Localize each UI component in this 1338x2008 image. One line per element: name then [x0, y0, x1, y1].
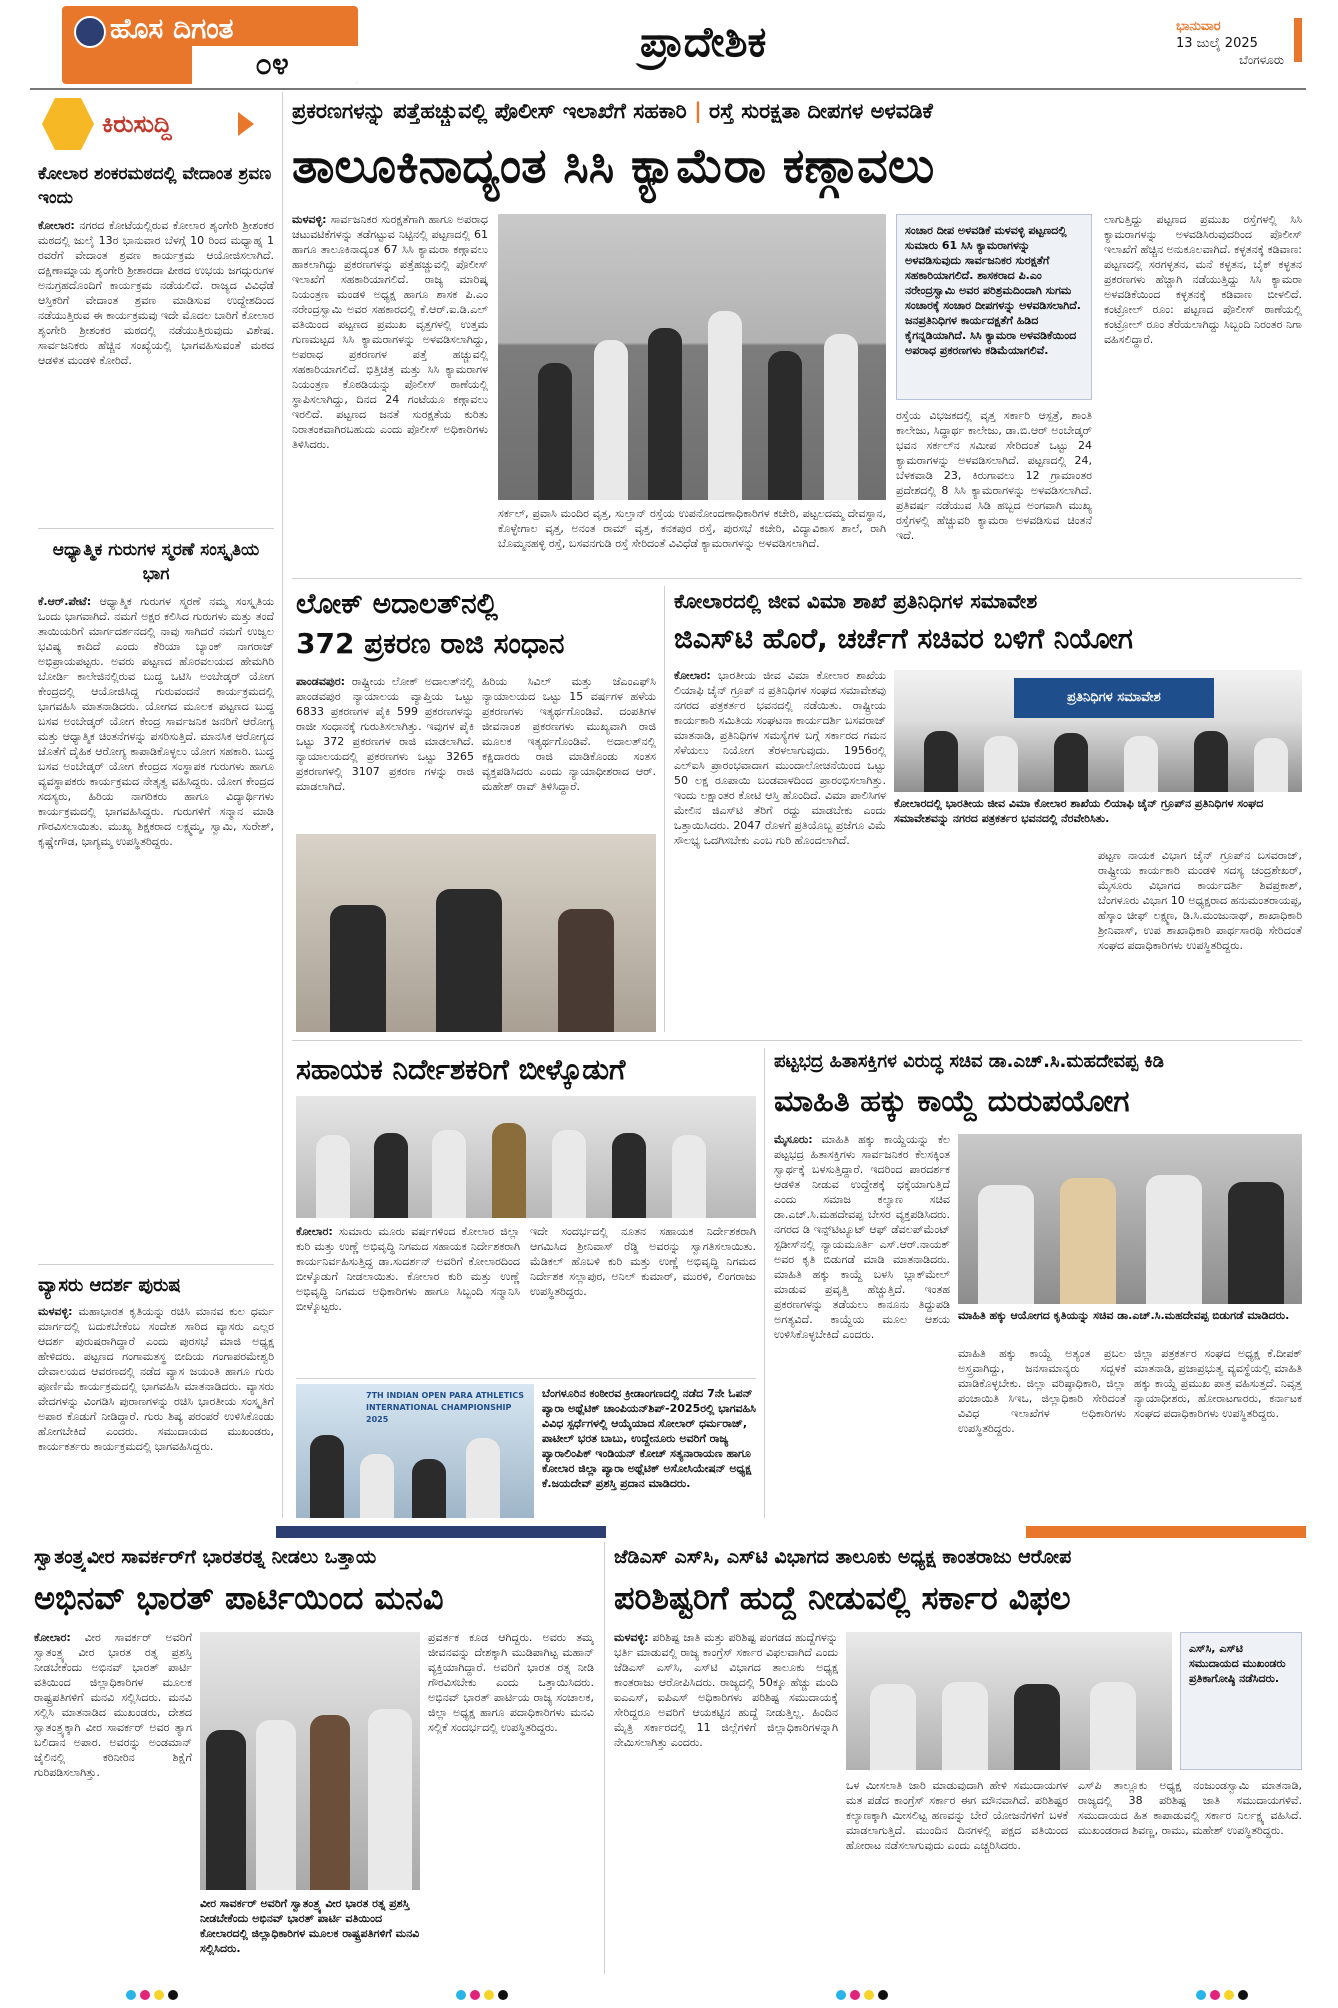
jds-dateline: ಮಳವಳ್ಳಿ:	[614, 1631, 649, 1644]
lok-dateline: ಪಾಂಡವಪುರ:	[296, 675, 346, 688]
athletic-photo-person	[360, 1454, 394, 1518]
savarkar-col2: ಪ್ರವರ್ತಕ ಕೂಡ ಆಗಿದ್ದರು. ಅವರು ತಮ್ಮ ಜೀವನವನ್ನು ದೇಶಕ್ಕಾಗಿ ಮುಡಿಪಾಗಿಟ್ಟ ಮಹಾನ್ ವ್ಯಕ್ತಿಯಾಗಿದ್ದಾರೆ. ಅವರಿಗೆ ಭಾರತ ರತ್ನ ನೀಡಿ ಗೌರವಿಸಬೇಕು ಎಂದು ಒತ್ತಾಯಿಸಿದರು. ಅಭಿನವ್ ಭಾರತ್ ಪಾರ್ಟಿಯ ರಾಜ್ಯ ಸಂಚಾಲಕ, ಜಿಲ್ಲಾ ಅಧ್ಯಕ್ಷ ಹಾಗೂ ಪದಾಧಿಕಾರಿಗಳು ಮನವಿ ಸಲ್ಲಿಕೆ ಸಂದರ್ಭದಲ್ಲಿ ಉಪಸ್ಥಿತರಿದ್ದರು.	[428, 1631, 594, 1734]
jds-photo-person	[1014, 1684, 1060, 1770]
athletic-photo	[296, 1384, 534, 1518]
lok-headline-1: ಲೋಕ್ ಅದಾಲತ್‌ನಲ್ಲಿ	[296, 587, 498, 620]
lok-photo-person	[558, 909, 614, 1032]
masthead	[0, 0, 1338, 90]
lic-col1	[674, 668, 886, 1032]
lok-headline-2: 372 ಪ್ರಕರಣ ರಾಜಿ ಸಂಧಾನ	[296, 627, 565, 660]
lead-headline: ತಾಲೂಕಿನಾದ್ಯಂತ ಸಿಸಿ ಕ್ಯಾಮೆರಾ ಕಣ್ಗಾವಲು	[292, 138, 935, 194]
lok-photo-person	[330, 905, 386, 1032]
savarkar-headline: ಅಭಿನವ್ ಭಾರತ್ ಪಾರ್ಟಿಯಿಂದ ಮನವಿ	[34, 1579, 444, 1617]
black-dot-icon	[168, 1990, 178, 2000]
lok-photo	[296, 834, 656, 1032]
page-number: ೦೪	[255, 47, 289, 82]
sahayaka-rti-divider	[764, 1048, 765, 1518]
sahayaka-photo-person	[316, 1135, 350, 1218]
lic-photo-person	[984, 736, 1018, 792]
masthead-date-block	[1176, 18, 1296, 78]
sidebar-divider-1	[38, 528, 274, 529]
logo-text: ಹೊಸ ದಿಗಂತ	[110, 12, 234, 45]
lead-col3: ಲಾಗುತ್ತಿದ್ದು ಪಟ್ಟಣದ ಪ್ರಮುಖ ರಸ್ತೆಗಳಲ್ಲಿ ಸಿಸಿ ಕ್ಯಾಮರಾಗಳನ್ನು ಅಳವಡಿಸಿರುವುದರಿಂದ ಪೊಲೀಸ್ ಇಲಾಖೆಗೆ ಹೆಚ್ಚಿನ ಅನುಕೂಲವಾಗಿದೆ. ಕಳ್ಳತನಕ್ಕೆ ಕಡಿವಾಣ: ಪಟ್ಟಣದಲ್ಲಿ ಸರಗಳ್ಳತನ, ಮನೆ ಕಳ್ಳತನ, ಬೈಕ್ ಕಳ್ಳತನ ಪ್ರಕರಣಗಳು ಹೆಚ್ಚಾಗಿ ನಡೆಯುತ್ತಿದ್ದು ಸಿಸಿ ಕ್ಯಾಮರಾ ಅಳವಡಿಕೆಯಿಂದ ಕಳ್ಳತನಕ್ಕೆ ಕಡಿವಾಣ ಬೀಳಲಿದೆ. ಕಂಟ್ರೋಲ್ ರೂಂ: ಪಟ್ಟಣದ ಪೊಲೀಸ್ ಠಾಣೆಯಲ್ಲಿ ಕಂಟ್ರೋಲ್ ರೂಂ ತೆರೆಯಲಾಗಿದ್ದು ಸಿಬ್ಬಂದಿ ನಿರಂತರ ನಿಗಾ ವಹಿಸಲಿದ್ದಾರೆ.	[1104, 213, 1302, 346]
lead-bottom-rule	[292, 578, 1302, 579]
lic-dateline: ಕೋಲಾರ:	[674, 669, 711, 682]
sidebar-story2-body	[38, 594, 274, 1254]
chevron-right-icon	[238, 112, 254, 136]
sidebar-kirusuddi	[30, 92, 280, 1518]
savarkar-photo-person	[256, 1720, 296, 1890]
lead-photo	[498, 214, 886, 500]
rti-photo	[958, 1134, 1302, 1304]
mid-rule	[292, 1040, 1302, 1041]
savarkar-photo-person	[310, 1715, 350, 1890]
jds-photo-person	[942, 1682, 988, 1770]
masthead-accent-bar	[1294, 18, 1302, 62]
jds-kicker: ಜೆಡಿಎಸ್ ಎಸ್‌ಸಿ, ಎಸ್‌ಟಿ ವಿಭಾಗದ ತಾಲೂಕು ಅಧ್ಯಕ್ಷ ಕಾಂತರಾಜು ಆರೋಪ	[614, 1546, 1072, 1568]
lead-photo-caption: ಸರ್ಕಲ್, ಪ್ರವಾಸಿ ಮಂದಿರ ವೃತ್ತ, ಸುಲ್ತಾನ್ ರಸ್ತೆಯ ಉಪನೋಂದಣಾಧಿಕಾರಿಗಳ ಕಚೇರಿ, ಪಟ್ಟಲದಮ್ಮ ದೇವಸ್ಥಾನ, ಕೊಳ್ಳೇಗಾಲ ವೃತ್ತ, ಅನಂತ ರಾಮ್ ವೃತ್ತ, ಕನಕಪುರ ರಸ್ತೆ, ಪುರಸಭೆ ಕಚೇರಿ, ವಿದ್ಯಾವಿಕಾಸ ಶಾಲೆ, ರಾಗಿ ಬೊಮ್ಮನಹಳ್ಳಿ ರಸ್ತೆ, ಬಸವನಗುಡಿ ರಸ್ತೆ ಸೇರಿದಂತೆ ವಿವಿಧೆಡೆ ಕ್ಯಾಮರಾಗಳನ್ನು ಅಳವಡಿಸಲಾಗಿದೆ.	[498, 507, 886, 550]
section-title: ಪ್ರಾದೇಶಿಕ	[640, 17, 767, 66]
lic-photo-person	[924, 731, 958, 792]
lead-photo-person	[824, 334, 858, 500]
athletic-photo-person	[466, 1438, 500, 1518]
lic-headline: ಜಿಎಸ್‌ಟಿ ಹೊರೆ, ಚರ್ಚೆಗೆ ಸಚಿವರ ಬಳಿಗೆ ನಿಯೋಗ	[674, 622, 1133, 655]
cyan-dot-icon	[836, 1990, 846, 2000]
sahayaka-col2: ಇದೇ ಸಂದರ್ಭದಲ್ಲಿ ನೂತನ ಸಹಾಯಕ ನಿರ್ದೇಶಕರಾಗಿ ಆಗಮಿಸಿದ ಶ್ರೀನಿವಾಸ್ ರೆಡ್ಡಿ ಅವರನ್ನು ಸ್ವಾಗತಿಸಲಾಯಿತು. ಮೆಡಿಕಲ್ ಹೊಬಳಿ ಕುರಿ ಮತ್ತು ಉಣ್ಣೆ ಅಭಿವೃದ್ಧಿ ನಿಗಮದ ನಿರ್ದೇಶಕ ಸಲ್ಲಾಪುರ, ಅನಿಲ್ ಕುಮಾರ್, ಮುರಳಿ, ಲಿಂಗರಾಜು ಉಪಸ್ಥಿತರಿದ್ದರು.	[530, 1225, 756, 1298]
lead-kicker	[292, 96, 1302, 126]
sidebar-story1-text: ನಗರದ ಕೋಟೆಯಲ್ಲಿರುವ ಕೋಲಾರ ಶೃಂಗೇರಿ ಶ್ರೀಶಂಕರ ಮಠದಲ್ಲಿ ಜುಲೈ 13ರ ಭಾನುವಾರ ಬೆಳಗ್ಗೆ 10 ರಿಂದ ಮಧ್ಯಾಹ್ನ 1 ರವರೆಗೆ ವೇದಾಂತ ಶ್ರವಣ ಕಾರ್ಯಕ್ರಮ ಆಯೋಜಿಸಲಾಗಿದೆ. ದಕ್ಷಿಣಾಮ್ನಾಯ ಶೃಂಗೇರಿ ಶ್ರೀಶಾರದಾ ಪೀಠದ ಉಭಯ ಜಗದ್ಗುರುಗಳ ಅನುಗ್ರಹದೊಂದಿಗೆ ಕಾರ್ಯಕ್ರಮ ನಡೆಯಲಿದೆ. ರಾಜ್ಯದ ವಿವಿಧೆಡೆ ಆಸ್ತಿಕರಿಗೆ ವೇದಾಂತ ಶ್ರವಣ ಮಾಡಿಸುವ ಉದ್ದೇಶದಿಂದ ನಡೆಯುತ್ತಿರುವ ಈ ಕಾರ್ಯಕ್ರಮವು ಇದೇ ಮೊದಲ ಬಾರಿಗೆ ಕೋಲಾರ ಶೃಂಗೇರಿ ಶ್ರೀಶಂಕರ ಮಠದಲ್ಲಿ ನಡೆಯುತ್ತಿರುವುದು ವಿಶೇಷ. ಸಾರ್ವಜನಿಕರು ಹೆಚ್ಚಿನ ಸಂಖ್ಯೆಯಲ್ಲಿ ಭಾಗವಹಿಸುವಂತೆ ಮಠದ ಆಡಳಿತ ಮಂಡಳಿ ಕೋರಿದೆ.	[38, 219, 274, 367]
lic-photo-person	[1054, 733, 1088, 792]
masthead-rule	[30, 88, 1306, 90]
rti-dateline: ಮೈಸೂರು:	[774, 1133, 813, 1146]
sidebar-story3-title: ವ್ಯಾಸರು ಆದರ್ಶ ಪುರುಷ	[38, 1275, 181, 1296]
cyan-dot-icon	[456, 1990, 466, 2000]
athletic-photo-person	[310, 1435, 344, 1518]
logo-emblem-icon	[74, 16, 106, 48]
registration-marks-right	[1196, 1990, 1248, 2000]
sidebar-story3-body	[38, 1304, 274, 1514]
lead-photo-person	[594, 340, 628, 500]
savarkar-col1	[34, 1630, 192, 1974]
jds-photo-person	[870, 1684, 916, 1770]
sahayaka-photo-person	[552, 1130, 586, 1218]
sidebar-story2-dateline: ಕೆ.ಆರ್.ಪೇಟೆ:	[38, 595, 92, 608]
lok-col1-text: ರಾಷ್ಟ್ರೀಯ ಲೋಕ್ ಅದಾಲತ್‌ನಲ್ಲಿ ಪಾಂಡವಪುರ ನ್ಯಾಯಾಲಯ ವ್ಯಾಪ್ತಿಯ ಒಟ್ಟು 6833 ಪ್ರಕರಣಗಳ ಪೈಕಿ 599 ಪ್ರಕರಣಗಳನ್ನು ರಾಜೀ ಸಂಧಾನಕ್ಕೆ ಗುರುತಿಸಲಾಗಿತ್ತು. ಇವುಗಳ ಪೈಕಿ ಒಟ್ಟು 372 ಪ್ರಕರಣಗಳ ರಾಜಿ ಮಾಡಲಾಗಿದೆ. ನ್ಯಾಯಾಲಯದಲ್ಲಿ ಪ್ರಕರಣಗಳು ಒಟ್ಟು 3265 ಪ್ರಕರಣಗಳಲ್ಲಿ 3107 ಪ್ರಕರಣ ಗಳನ್ನು ರಾಜಿ ಮಾಡಲಾಗಿದೆ.	[296, 675, 474, 793]
savarkar-photo-person	[206, 1730, 246, 1890]
magenta-dot-icon	[470, 1990, 480, 2000]
jds-col1	[614, 1630, 838, 1974]
lic-photo-person	[1254, 738, 1288, 792]
lead-kicker-left: ಪ್ರಕರಣಗಳನ್ನು ಪತ್ತೆಹಚ್ಚುವಲ್ಲಿ ಪೊಲೀಸ್ ಇಲಾಖೆಗೆ ಸಹಕಾರಿ	[292, 99, 687, 123]
savarkar-dateline: ಕೋಲಾರ:	[34, 1631, 71, 1644]
jds-col3: ಎಸ್‌ಪಿ ತಾಲ್ಲೂಕು ಅಧ್ಯಕ್ಷ ನಂಜುಂಡಸ್ವಾಮಿ ಮಾತನಾಡಿ, ರಾಜ್ಯದಲ್ಲಿ 38 ಪರಿಶಿಷ್ಟ ಜಾತಿ ಸಮುದಾಯಗಳಿವೆ. ಸಮುದಾಯದ ಹಿತ ಕಾಪಾಡುವಲ್ಲಿ ಸರ್ಕಾರ ನಿರ್ಲಕ್ಷ್ಯ ವಹಿಸಿದೆ. ಮುಖಂಡರಾದ ಶಿವಣ್ಣ, ರಾಮು, ಮಹೇಶ್ ಉಪಸ್ಥಿತರಿದ್ದರು.	[1078, 1779, 1302, 1837]
rti-col1	[774, 1132, 950, 1518]
black-dot-icon	[498, 1990, 508, 2000]
savarkar-photo	[200, 1632, 420, 1890]
jds-col2: ಒಳ ಮೀಸಲಾತಿ ಜಾರಿ ಮಾಡುವುದಾಗಿ ಹೇಳಿ ಸಮುದಾಯಗಳ ಮತ ಪಡೆದ ಕಾಂಗ್ರೆಸ್ ಸರ್ಕಾರ ಈಗ ಮೌನವಾಗಿದೆ. ಪರಿಶಿಷ್ಟರ ಕಲ್ಯಾಣಕ್ಕಾಗಿ ಮೀಸಲಿಟ್ಟ ಹಣವನ್ನು ಬೇರೆ ಯೋಜನೆಗಳಿಗೆ ಬಳಕೆ ಮಾಡಲಾಗುತ್ತಿದೆ. ಮುಂದಿನ ದಿನಗಳಲ್ಲಿ ಪಕ್ಷದ ವತಿಯಿಂದ ಹೋರಾಟ ನಡೆಸಲಾಗುವುದು ಎಂದು ಎಚ್ಚರಿಸಿದರು.	[846, 1779, 1068, 1852]
sahayaka-photo-person	[672, 1135, 706, 1218]
magenta-dot-icon	[1210, 1990, 1220, 2000]
sidebar-story3-dateline: ಮಳವಳ್ಳಿ:	[38, 1305, 73, 1318]
yellow-dot-icon	[1224, 1990, 1234, 2000]
sidebar-story2-title: ಆಧ್ಯಾತ್ಮಿಕ ಗುರುಗಳ ಸ್ಮರಣೆ ಸಂಸ್ಕೃತಿಯ ಭಾಗ	[52, 540, 260, 584]
masthead-logo	[62, 6, 358, 84]
black-dot-icon	[878, 1990, 888, 2000]
lic-col2: ಪಟ್ಟಣ ನಾಯಕ ವಿಭಾಗ ಚೈನ್ ಗ್ರೂಪ್‌ನ ಬಸವರಾಜ್, ರಾಷ್ಟ್ರೀಯ ಕಾರ್ಯಕಾರಿ ಮಂಡಳಿ ಸದಸ್ಯ ಚಂದ್ರಶೇಖರ್, ಮೈಸೂರು ವಿಭಾಗದ ಕಾರ್ಯದರ್ಶಿ ಶಿವಪ್ರಕಾಶ್, ಬೆಂಗಳೂರು ವಿಭಾಗ 10 ಅಧ್ಯಕ್ಷರಾದ ಹನುಮಂತರಾಯಪ್ಪ, ಹೆಸ್ಕಾಂ ಚೀಫ್ ಲಕ್ಷ್ಮಣ, ಡಿ.ಸಿ.ಮಂಜುನಾಥ್, ಶಾಖಾಧಿಕಾರಿ ಶ್ರೀನಿವಾಸ್, ಉಪ ಶಾಖಾಧಿಕಾರಿ ಪಾರ್ಥಸಾರಥಿ ಸೇರಿದಂತೆ ಸಂಘದ ಪದಾಧಿಕಾರಿಗಳು ಉಪಸ್ಥಿತರಿದ್ದರು.	[1098, 849, 1302, 952]
lead-photo-person	[538, 363, 572, 500]
savarkar-col1-text: ವೀರ ಸಾವರ್ಕರ್ ಅವರಿಗೆ ಸ್ವಾತಂತ್ರ್ಯ ವೀರ ಭಾರತ ರತ್ನ ಪ್ರಶಸ್ತಿ ನೀಡಬೇಕೆಂದು ಅಭಿನವ್ ಭಾರತ್ ಪಾರ್ಟಿ ವತಿಯಿಂದ ಜಿಲ್ಲಾಧಿಕಾರಿಗಳ ಮೂಲಕ ರಾಷ್ಟ್ರಪತಿಗಳಿಗೆ ಮನವಿ ಸಲ್ಲಿಸಿದರು. ಮನವಿ ಸಲ್ಲಿಸಿ ಮಾತನಾಡಿದ ಮುಖಂಡರು, ದೇಶದ ಸ್ವಾತಂತ್ರ್ಯಕ್ಕಾಗಿ ವೀರ ಸಾವರ್ಕರ್ ಅವರ ತ್ಯಾಗ ಬಲಿದಾನ ಅಪಾರ. ಅವರನ್ನು ಅಂಡಮಾನ್ ಜೈಲಿನಲ್ಲಿ ಕರಿನೀರಿನ ಶಿಕ್ಷೆಗೆ ಗುರಿಪಡಿಸಲಾಗಿತ್ತು.	[34, 1631, 192, 1779]
lead-photo-person	[648, 328, 682, 500]
sahayaka-photo-person	[612, 1133, 646, 1218]
sidebar-divider-2	[38, 1264, 274, 1265]
lead-col2: ರಸ್ತೆಯ ವಿಭಜಕದಲ್ಲಿ ವೃತ್ತ ಸರ್ಕಾರಿ ಆಸ್ಪತ್ರೆ, ಶಾಂತಿ ಕಾಲೇಜು, ಸಿದ್ಧಾರ್ಥ ಕಾಲೇಜು, ಡಾ.ಬಿ.ಆರ್ ಅಂಬೇಡ್ಕರ್ ಭವನ ಸರ್ಕಲ್‌ನ ಸಮೀಪ ಸೇರಿದಂತೆ ಒಟ್ಟು 24 ಕ್ಯಾಮರಾಗಳನ್ನು ಅಳವಡಿಸಲಾಗಿದೆ. ಪಟ್ಟಣದಲ್ಲಿ 24, ಬೆಳಕವಾಡಿ 23, ಕಿರುಗಾವಲು 12 ಗ್ರಾಮಾಂತರ ಪ್ರದೇಶದಲ್ಲಿ 8 ಸಿಸಿ ಕ್ಯಾಮರಾಗಳನ್ನು ಅಳವಡಿಸಲಾಗಿದೆ. ಪ್ರತಿವರ್ಷ ನಡೆಯುವ ಸಿಡಿ ಹಬ್ಬದ ಅಂಗವಾಗಿ ಮುಖ್ಯ ರಸ್ತೆಗಳಲ್ಲಿ ಹೆಚ್ಚುವರಿ ಕ್ಯಾಮರಾ ಅಳವಡಿಸುವ ಚಿಂತನೆ ಇದೆ.	[896, 409, 1092, 542]
bottom-band-orange	[1026, 1526, 1306, 1538]
hand-icon	[42, 98, 94, 150]
bottom-band	[30, 1526, 1306, 1538]
athletic-caption: ಬೆಂಗಳೂರಿನ ಕಂಠೀರವ ಕ್ರೀಡಾಂಗಣದಲ್ಲಿ ನಡೆದ 7ನೇ ಓಪನ್ ಪ್ಯಾರಾ ಅಥ್ಲೆಟಿಕ್ ಚಾಂಪಿಯನ್‌ಶಿಪ್-2025ರಲ್ಲಿ ಭಾಗವಹಿಸಿ ವಿವಿಧ ಸ್ಪರ್ಧೆಗಳಲ್ಲಿ ಆಯ್ಕೆಯಾದ ಸೋಲಾರ್ ಧರ್ಮರಾಜ್, ಪಾಟೀಲ್ ಭರತ ಬಾಬು, ಉದ್ದೇನೂರು ಅವರಿಗೆ ರಾಜ್ಯ ಪ್ಯಾರಾಲಿಂಪಿಕ್ ಇಂಡಿಯನ್ ಕೋಚ್ ಸತ್ಯನಾರಾಯಣ ಹಾಗೂ ಕೋಲಾರ ಜಿಲ್ಲಾ ಪ್ಯಾರಾ ಅಥ್ಲೆಟಿಕ್ ಅಸೋಸಿಯೇಷನ್ ಅಧ್ಯಕ್ಷ ಕೆ.ಜಯದೇವ್ ಪ್ರಶಸ್ತಿ ಪ್ರದಾನ ಮಾಡಿದರು.	[542, 1387, 756, 1490]
lead-col1-text: ಸಾರ್ವಜನಿಕರ ಸುರಕ್ಷತೆಗಾಗಿ ಹಾಗೂ ಅಪರಾಧ ಚಟುವಟಿಕೆಗಳನ್ನು ತಡೆಗಟ್ಟುವ ನಿಟ್ಟಿನಲ್ಲಿ ಪಟ್ಟಣದಲ್ಲಿ 61 ಹಾಗೂ ತಾಲೂಕಿನಾದ್ಯಂತ 67 ಸಿಸಿ ಕ್ಯಾಮರಾ ಕಣ್ಗಾವಲು ಹಾಕಲಾಗಿದ್ದು ಪ್ರಕರಣಗಳನ್ನು ಪತ್ತೆಹಚ್ಚುವಲ್ಲಿ ಪೊಲೀಸ್ ಇಲಾಖೆಗೆ ಸಹಕಾರಿಯಾಗಲಿದೆ. ರಾಜ್ಯ ಮಾರಿಷ್ಕ ನಿಯಂತ್ರಣ ಮಂಡಳಿ ಅಧ್ಯಕ್ಷ ಹಾಗೂ ಶಾಸಕ ಪಿ.ಎಂ ನರೇಂದ್ರಸ್ವಾಮಿ ಅವರ ಸಹಕಾರದಲ್ಲಿ ಕೆ.ಆರ್.ಐ.ಡಿ.ಎಲ್ ವತಿಯಿಂದ ಪಟ್ಟಣದ ಪ್ರಮುಖ ವೃತ್ತಗಳಲ್ಲಿ ಉತ್ತಮ ಗುಣಮಟ್ಟದ ಸಿಸಿ ಕ್ಯಾಮರಾಗಳನ್ನು ಅಳವಡಿಸಲಾಗಿದ್ದು, ಅಪರಾಧ ಪ್ರಕರಣಗಳ ಪತ್ತೆ ಹಚ್ಚುವಲ್ಲಿ ಸಹಕಾರಿಯಾಗಲಿದೆ. ಭಿತ್ತಿಚಿತ್ರ ಮತ್ತು ಸಿಸಿ ಕ್ಯಾಮರಾಗಳ ನಿಯಂತ್ರಣ ಕೊಠಡಿಯನ್ನು ಪೊಲೀಸ್ ಠಾಣೆಯಲ್ಲಿ ಸ್ಥಾಪಿಸಲಾಗಿದ್ದು, ದಿನದ 24 ಗಂಟೆಯೂ ಕಣ್ಗಾವಲು ಇರಲಿದೆ. ಪಟ್ಟಣದ ಜನತೆ ಸುರಕ್ಷತೆಯ ಕುರಿತು ನಿರಾತಂಕವಾಗಿರಬಹುದು ಎಂದು ಪೊಲೀಸ್ ಅಧಿಕಾರಿಗಳು ತಿಳಿಸಿದರು.	[292, 213, 488, 451]
yellow-dot-icon	[864, 1990, 874, 2000]
sahayaka-photo-person	[492, 1123, 526, 1218]
jds-photo	[846, 1632, 1172, 1770]
sahayaka-athletic-divider	[296, 1378, 756, 1379]
sahayaka-photo	[296, 1096, 756, 1218]
lead-dateline: ಮಳವಳ್ಳಿ:	[292, 213, 327, 226]
lok-col1	[296, 674, 474, 824]
savarkar-kicker: ಸ್ವಾತಂತ್ರ್ಯವೀರ ಸಾವರ್ಕರ್‌ಗೆ ಭಾರತರತ್ನ ನೀಡಲು ಒತ್ತಾಯ	[34, 1546, 377, 1568]
registration-marks-left	[126, 1990, 178, 2000]
sidebar-story3-text: ಮಹಾಭಾರತ ಕೃತಿಯನ್ನು ರಚಿಸಿ ಮಾನವ ಕುಲ ಧರ್ಮ ಮಾರ್ಗದಲ್ಲಿ ಬದುಕಬೇಕೆಂಬ ಸಂದೇಶ ಸಾರಿದ ವ್ಯಾಸರು ಎಲ್ಲರ ಆದರ್ಶ ಪುರುಷರಾಗಿದ್ದಾರೆ ಎಂದು ಪುರಸಭೆ ಮಾಜಿ ಅಧ್ಯಕ್ಷ ಹೇಳಿದರು. ಪಟ್ಟಣದ ಗಂಗಾಮತಸ್ಥ ಬೀದಿಯ ಗಂಗಾಪರಮೇಶ್ವರಿ ದೇವಾಲಯದ ಆವರಣದಲ್ಲಿ ನಡೆದ ವ್ಯಾಸ ಜಯಂತಿ ಹಾಗೂ ಗುರು ಪೂರ್ಣಿಮೆ ಕಾರ್ಯಕ್ರಮದಲ್ಲಿ ಭಾಗವಹಿಸಿ ಮಾತನಾಡಿದರು. ವ್ಯಾಸರು ವೇದಗಳನ್ನು ವಿಂಗಡಿಸಿ ಪುರಾಣಗಳನ್ನು ರಚಿಸಿ ಭಾರತೀಯ ಸಂಸ್ಕೃತಿಗೆ ಅಪಾರ ಕೊಡುಗೆ ನೀಡಿದ್ದಾರೆ. ಗುರು ಶಿಷ್ಯ ಪರಂಪರೆ ಉಳಿಸಿಕೊಂಡು ಹೋಗಬೇಕಿದೆ ಎಂದರು. ಸಮುದಾಯದ ಮುಖಂಡರು, ಕಾರ್ಯಕರ್ತರು ಕಾರ್ಯಕ್ರಮದಲ್ಲಿ ಭಾಗವಹಿಸಿದ್ದರು.	[38, 1305, 274, 1453]
jds-photo-box: ಎಸ್‌ಸಿ, ಎಸ್‌ಟಿ ಸಮುದಾಯದ ಮುಖಂಡರು ಪ್ರತಿಕಾಗೋಷ್ಠಿ ನಡೆಸಿದರು.	[1180, 1632, 1302, 1770]
lic-photo-person	[1124, 736, 1158, 792]
sidebar-story2-text: ಆಧ್ಯಾತ್ಮಿಕ ಗುರುಗಳ ಸ್ಮರಣೆ ನಮ್ಮ ಸಂಸ್ಕೃತಿಯ ಒಂದು ಭಾಗವಾಗಿದೆ. ನಮಗೆ ಅಕ್ಷರ ಕಲಿಸಿದ ಗುರುಗಳು ಮತ್ತು ತಂದೆ ತಾಯಿಯರಿಗೆ ಮಾರ್ಗದರ್ಶನದಲ್ಲಿ ನಾವು ಸಾಗಿದರೆ ನಮಗೆ ಉಜ್ವಲ ಭವಿಷ್ಯ ಕಾದಿದೆ ಎಂದು ಕೆರಿಯಾ ಬ್ಯಾಂಕ್ ನಾಗರಾಜ್ ಅಭಿಪ್ರಾಯಪಟ್ಟರು. ಅವರು ಪಟ್ಟಣದ ಹೊರವಲಯದ ಹೇಮಗಿರಿ ಬೋರ್ಡಿ ಕಾಲೇಜಿನಲ್ಲಿರುವ ಬುದ್ಧ ಒಟಿಸಿ ಅಂಬೇಡ್ಕರ್ ಯೋಗ ಕೇಂದ್ರದಲ್ಲಿ ಆಯೋಜಿಸಿದ್ದ ಗುರುವಂದನೆ ಕಾರ್ಯಕ್ರಮದಲ್ಲಿ ಭಾಗವಹಿಸಿ ಮಾತನಾಡಿದರು. ಯೋಗದ ಮೂಲಕ ಪಟ್ಟಣದ ಬುದ್ಧ ಬಸವ ಅಂಬೇಡ್ಕರ್ ಯೋಗ ಕೇಂದ್ರ ಸಾರ್ವಜನಿಕ ಜನರಿಗೆ ಆರೋಗ್ಯ ಮತ್ತು ಆಧ್ಯಾತ್ಮಿಕ ಚಿಂತನೆಗಳನ್ನು ಪಸರಿಸುತ್ತಿದೆ. ಮಾನಸಿಕ ಆರೋಗ್ಯದ ಜೊತೆಗೆ ದೈಹಿಕ ಆರೋಗ್ಯ ಕಾಪಾಡಿಕೊಳ್ಳಲು ಯೋಗ ಸಹಕಾರಿ. ಬುದ್ಧ ಬಸವ ಅಂಬೇಡ್ಕರ್ ಯೋಗ ಕೇಂದ್ರದ ಸಂಸ್ಥಾಪಕ ಗುರುಗಳು ಹಾಗೂ ವ್ಯವಸ್ಥಾಪಕರು ಕಾರ್ಯಕ್ರಮದ ನೇತೃತ್ವ ವಹಿಸಿದ್ದರು. ಯೋಗ ಕೇಂದ್ರದ ಸದಸ್ಯರು, ಹಿರಿಯ ನಾಗರಿಕರು ಹಾಗೂ ವಿದ್ಯಾರ್ಥಿಗಳು ಕಾರ್ಯಕ್ರಮದಲ್ಲಿ ಭಾಗವಹಿಸಿದ್ದರು. ಗುರುಗಳಿಗೆ ಸನ್ಮಾನ ಮಾಡಿ ಗೌರವಿಸಲಾಯಿತು. ಮುಖ್ಯ ಶಿಕ್ಷಕರಾದ ಲಕ್ಷ್ಮಮ್ಮ, ಸ್ವಾಮಿ, ಸುರೇಶ್, ಕೃಷ್ಣೇಗೌಡ, ಭಾಗ್ಯಮ್ಮ ಉಪಸ್ಥಿತರಿದ್ದರು.	[38, 595, 274, 848]
black-dot-icon	[1238, 1990, 1248, 2000]
kirusuddi-label: ಕಿರುಸುದ್ದಿ	[102, 110, 172, 138]
lok-col2: ಹಿರಿಯ ಸಿವಿಲ್ ಮತ್ತು ಜೆಎಂಎಫ್‌ಸಿ ನ್ಯಾಯಾಲಯದ ಒಟ್ಟು 15 ವರ್ಷಗಳ ಹಳೆಯ ಪ್ರಕರಣಗಳು ಇತ್ಯರ್ಥಗೊಂಡಿವೆ. ದಂಪತಿಗಳ ಜೀವನಾಂಶ ಪ್ರಕರಣಗಳು ಮುಖ್ಯವಾಗಿ ರಾಜಿ ಮೂಲಕ ಇತ್ಯರ್ಥಗೊಂಡಿವೆ. ಅದಾಲತ್‌ನಲ್ಲಿ ಕಕ್ಷಿದಾರರು ರಾಜಿ ಮಾಡಿಕೊಂಡು ಸಂತಸ ವ್ಯಕ್ತಪಡಿಸಿದರು ಎಂದು ನ್ಯಾಯಾಧೀಶರಾದ ಆರ್. ಮಹೇಶ್ ರಾವ್ ತಿಳಿಸಿದ್ದಾರೆ.	[482, 675, 656, 793]
rti-col2: ಮಾಹಿತಿ ಹಕ್ಕು ಕಾಯ್ದೆ ಅತ್ಯಂತ ಪ್ರಬಲ ಅಸ್ತ್ರವಾಗಿದ್ದು, ಜನಸಾಮಾನ್ಯರು ಸದ್ಬಳಕೆ ಮಾಡಿಕೊಳ್ಳಬೇಕು. ಜಿಲ್ಲಾ ವರಿಷ್ಠಾಧಿಕಾರಿ, ಜಿಲ್ಲಾ ಪಂಚಾಯಿತಿ ಸಿಇಒ, ಜಿಲ್ಲಾಧಿಕಾರಿ ಸೇರಿದಂತೆ ವಿವಿಧ ಇಲಾಖೆಗಳ ಅಧಿಕಾರಿಗಳು ಉಪಸ್ಥಿತರಿದ್ದರು.	[958, 1347, 1126, 1435]
athletic-photo-person	[412, 1459, 446, 1518]
registration-marks-center-right	[836, 1990, 888, 2000]
lic-photo-caption: ಕೋಲಾರದಲ್ಲಿ ಭಾರತೀಯ ಜೀವ ವಿಮಾ ಕೋಲಾರ ಶಾಖೆಯ ಲಿಯಾಫಿ ಚೈನ್ ಗ್ರೂಪ್‌ನ ಪ್ರತಿನಿಧಿಗಳ ಸಂಘದ ಸಮಾವೇಶವನ್ನು ನಗರದ ಪತ್ರಕರ್ತರ ಭವನದಲ್ಲಿ ನೆರವೇರಿಸಿತು.	[894, 797, 1264, 825]
sidebar-story1-body	[38, 218, 274, 518]
lok-photo-person	[436, 889, 502, 1032]
sahayaka-dateline: ಕೋಲಾರ:	[296, 1225, 333, 1238]
lic-col1-text: ಭಾರತೀಯ ಜೀವ ವಿಮಾ ಕೋಲಾರ ಶಾಖೆಯ ಲಿಯಾಫಿ ಚೈನ್ ಗ್ರೂಪ್ ನ ಪ್ರತಿನಿಧಿಗಳ ಸಂಘದ ಸಮಾವೇಶವು ನಗರದ ಪತ್ರಕರ್ತರ ಭವನದಲ್ಲಿ ನಡೆಯಿತು. ರಾಷ್ಟ್ರೀಯ ಕಾರ್ಯಕಾರಿ ಸಮಿತಿಯ ಸಂಘಟನಾ ಕಾರ್ಯದರ್ಶಿ ಬಸವರಾಜ್ ಮಾತನಾಡಿ, ಪ್ರತಿನಿಧಿಗಳ ಸಮಸ್ಯೆಗಳ ಬಗ್ಗೆ ಸರ್ಕಾರದ ಗಮನ ಸೆಳೆಯಲು ನಿಯೋಗ ತೆರಳಲಾಗುವುದು. 1956ರಲ್ಲಿ ಎಲ್‌ಐಸಿ ಪ್ರಾರಂಭವಾದಾಗ ಮುಂದಾಲೋಚನೆಯಿಂದ ಒಟ್ಟು 50 ಲಕ್ಷ ರೂಪಾಯಿ ಬಂಡವಾಳದಿಂದ ಪ್ರಾರಂಭಿಸಲಾಗಿತ್ತು. ಇಂದು ಲಕ್ಷಾಂತರ ಕೋಟಿ ಆಸ್ತಿ ಹೊಂದಿದೆ. ವಿಮಾ ಪಾಲಿಸಿಗಳ ಮೇಲಿನ ಜಿಎಸ್‌ಟಿ ತೆರಿಗೆ ರದ್ದು ಮಾಡಬೇಕು ಎಂದು ಒತ್ತಾಯಿಸಿದರು. 2047 ರೊಳಗೆ ಪ್ರತಿಯೊಬ್ಬ ಪ್ರಜೆಗೂ ವಿಮೆ ಸೌಲಭ್ಯ ಒದಗಿಸಬೇಕು ಎಂಬ ಗುರಿ ಹೊಂದಲಾಗಿದೆ.	[674, 669, 886, 847]
sidebar-story1-title: ಕೋಲಾರ ಶಂಕರಮಠದಲ್ಲಿ ವೇದಾಂತ ಶ್ರವಣ ಇಂದು	[38, 164, 272, 208]
magenta-dot-icon	[850, 1990, 860, 2000]
rti-photo-person	[1228, 1182, 1284, 1304]
lead-photo-person	[768, 351, 802, 500]
jds-photo-person	[1090, 1682, 1136, 1770]
magenta-dot-icon	[140, 1990, 150, 2000]
rti-photo-person	[1146, 1175, 1202, 1304]
sidebar-vertical-rule	[282, 92, 283, 1518]
rti-col3: ಜಿಲ್ಲಾ ಪತ್ರಕರ್ತರ ಸಂಘದ ಅಧ್ಯಕ್ಷ ಕೆ.ದೀಪಕ್ ಮಾತನಾಡಿ, ಪ್ರಜಾಪ್ರಭುತ್ವ ವ್ಯವಸ್ಥೆಯಲ್ಲಿ ಮಾಹಿತಿ ಹಕ್ಕು ಕಾಯ್ದೆ ಪ್ರಮುಖ ಪಾತ್ರ ವಹಿಸುತ್ತದೆ. ನಿವೃತ್ತ ನ್ಯಾಯಾಧೀಶರು, ಹೋರಾಟಗಾರರು, ಕರ್ನಾಟಕ ಸಂಘದ ಪದಾಧಿಕಾರಿಗಳು ಉಪಸ್ಥಿತರಿದ್ದರು.	[1134, 1347, 1302, 1420]
cyan-dot-icon	[126, 1990, 136, 2000]
yellow-dot-icon	[154, 1990, 164, 2000]
lead-col1	[292, 212, 488, 570]
sahayaka-col1	[296, 1224, 520, 1372]
savarkar-photo-person	[368, 1709, 412, 1890]
lic-banner: ಪ್ರತಿನಿಧಿಗಳ ಸಮಾವೇಶ	[1014, 678, 1214, 718]
lead-photo-person	[708, 311, 742, 500]
jds-headline: ಪರಿಶಿಷ್ಟರಿಗೆ ಹುದ್ದೆ ನೀಡುವಲ್ಲಿ ಸರ್ಕಾರ ವಿಫಲ	[614, 1579, 1071, 1617]
sahayaka-headline: ಸಹಾಯಕ ನಿರ್ದೇಶಕರಿಗೆ ಬೀಳ್ಕೊಡುಗೆ	[296, 1053, 626, 1086]
rti-photo-caption: ಮಾಹಿತಿ ಹಕ್ಕು ಆಯೋಗದ ಕೃತಿಯನ್ನು ಸಚಿವ ಡಾ.ಎಚ್.ಸಿ.ಮಹದೇವಪ್ಪ ಬಿಡುಗಡೆ ಮಾಡಿದರು.	[958, 1309, 1290, 1322]
lic-kicker: ಕೋಲಾರದಲ್ಲಿ ಜೀವ ವಿಮಾ ಶಾಖೆ ಪ್ರತಿನಿಧಿಗಳ ಸಮಾವೇಶ	[674, 589, 1038, 613]
issue-city: ಬೆಂಗಳೂರು	[1239, 53, 1284, 67]
lok-lic-divider	[664, 586, 665, 1032]
lead-kicker-separator: |	[694, 99, 702, 123]
yellow-dot-icon	[484, 1990, 494, 2000]
rti-photo-person	[1060, 1178, 1116, 1304]
rti-photo-person	[978, 1185, 1034, 1304]
kirusuddi-badge	[42, 98, 268, 150]
issue-day: ಭಾನುವಾರ	[1176, 19, 1221, 34]
bottom-vertical-rule	[604, 1542, 605, 1974]
sahayaka-col1-text: ಸುಮಾರು ಮೂರು ವರ್ಷಗಳಿಂದ ಕೋಲಾರ ಜಿಲ್ಲಾ ಕುರಿ ಮತ್ತು ಉಣ್ಣೆ ಅಭಿವೃದ್ಧಿ ನಿಗಮದ ಸಹಾಯಕ ನಿರ್ದೇಶಕರಾಗಿ ಕಾರ್ಯನಿರ್ವಹಿಸುತ್ತಿದ್ದ ಡಾ.ಸುದರ್ಶನ್ ಅವರಿಗೆ ಕೋಲಾರದಿಂದ ಬೀಳ್ಕೊಡುಗೆ ನೀಡಲಾಯಿತು. ಕೋಲಾರ ಕುರಿ ಮತ್ತು ಉಣ್ಣೆ ಅಭಿವೃದ್ಧಿ ನಿಗಮದ ಅಧಿಕಾರಿಗಳು ಹಾಗೂ ಸಿಬ್ಬಂದಿ ಸನ್ಮಾನಿಸಿ ಬೀಳ್ಕೊಟ್ಟರು.	[296, 1225, 520, 1313]
sahayaka-photo-person	[374, 1133, 408, 1218]
lic-photo-person	[1194, 731, 1228, 792]
rti-headline: ಮಾಹಿತಿ ಹಕ್ಕು ಕಾಯ್ದೆ ದುರುಪಯೋಗ	[774, 1084, 1130, 1119]
sahayaka-photo-person	[432, 1130, 466, 1218]
cyan-dot-icon	[1196, 1990, 1206, 2000]
sidebar-story1-dateline: ಕೋಲಾರ:	[38, 219, 75, 232]
jds-col1-text: ಪರಿಶಿಷ್ಟ ಜಾತಿ ಮತ್ತು ಪರಿಶಿಷ್ಟ ಪಂಗಡದ ಹುದ್ದೆಗಳನ್ನು ಭರ್ತಿ ಮಾಡುವಲ್ಲಿ ರಾಜ್ಯ ಕಾಂಗ್ರೆಸ್ ಸರ್ಕಾರ ವಿಫಲವಾಗಿದೆ ಎಂದು ಜೆಡಿಎಸ್ ಎಸ್‌ಸಿ, ಎಸ್‌ಟಿ ವಿಭಾಗದ ತಾಲೂಕು ಅಧ್ಯಕ್ಷ ಕಾಂತರಾಜು ಆರೋಪಿಸಿದರು. ರಾಜ್ಯದಲ್ಲಿ 50ಕ್ಕೂ ಹೆಚ್ಚು ಮಂದಿ ಐಎಎಸ್, ಐಪಿಎಸ್ ಅಧಿಕಾರಿಗಳು ಪರಿಶಿಷ್ಟ ಸಮುದಾಯಕ್ಕೆ ಸೇರಿದ್ದರೂ ಅವರಿಗೆ ಆಯಕಟ್ಟಿನ ಹುದ್ದೆ ನೀಡುತ್ತಿಲ್ಲ. ಹಿಂದಿನ ಮೈತ್ರಿ ಸರ್ಕಾರದಲ್ಲಿ 11 ಜಿಲ್ಲೆಗಳಿಗೆ ಜಿಲ್ಲಾಧಿಕಾರಿಗಳನ್ನಾಗಿ ನೇಮಿಸಲಾಗಿತ್ತು ಎಂದರು.	[614, 1631, 838, 1749]
rti-col1-text: ಮಾಹಿತಿ ಹಕ್ಕು ಕಾಯ್ದೆಯನ್ನು ಕೆಲ ಪಟ್ಟಭದ್ರ ಹಿತಾಸಕ್ತಿಗಳು ಸಾರ್ವಜನಿಕರ ಕೆಲಸಕ್ಕಿಂತ ಸ್ವಾರ್ಥಕ್ಕೆ ಬಳಸುತ್ತಿದ್ದಾರೆ. ಇದರಿಂದ ಪಾರದರ್ಶಕ ಆಡಳಿತ ನೀಡುವ ಉದ್ದೇಶಕ್ಕೆ ಧಕ್ಕೆಯಾಗುತ್ತಿದೆ ಎಂದು ಸಮಾಜ ಕಲ್ಯಾಣ ಸಚಿವ ಡಾ.ಎಚ್.ಸಿ.ಮಹದೇವಪ್ಪ ಬೇಸರ ವ್ಯಕ್ತಪಡಿಸಿದರು. ನಗರದ ಡಿ ಇನ್ಸ್‌ಟಿಟ್ಯೂಟ್ ಆಫ್ ಡೆವಲಪ್‌ಮೆಂಟ್ ಸ್ಟಡೀಸ್‌ನಲ್ಲಿ ನ್ಯಾಯಮೂರ್ತಿ ಎಸ್.ಆರ್.ನಾಯಕ್ ಅವರ ಕೃತಿ ಬಿಡುಗಡೆ ಮಾಡಿ ಮಾತನಾಡಿದರು. ಮಾಹಿತಿ ಹಕ್ಕು ಕಾಯ್ದೆ ಬಳಸಿ ಬ್ಲಾಕ್‌ಮೇಲ್ ಮಾಡುವ ಪ್ರವೃತ್ತಿ ಹೆಚ್ಚುತ್ತಿದೆ. ಇಂತಹ ಪ್ರಕರಣಗಳನ್ನು ತಡೆಯಲು ಕಾನೂನು ತಿದ್ದುಪಡಿ ಅಗತ್ಯವಿದೆ. ಕಾಯ್ದೆಯ ಮೂಲ ಆಶಯ ಉಳಿಸಿಕೊಳ್ಳಬೇಕಿದೆ ಎಂದರು.	[774, 1133, 950, 1341]
issue-date: 13 ಜುಲೈ 2025	[1176, 36, 1258, 51]
lead-kicker-right: ರಸ್ತೆ ಸುರಕ್ಷತಾ ದೀಪಗಳ ಅಳವಡಿಕೆ	[709, 99, 933, 123]
lead-sidebox: ಸಂಚಾರ ದೀಪ ಅಳವಡಿಕೆ ಮಳವಳ್ಳಿ ಪಟ್ಟಣದಲ್ಲಿ ಸುಮಾರು 61 ಸಿಸಿ ಕ್ಯಾಮರಾಗಳನ್ನು ಅಳವಡಿಸುವುದು ಸಾರ್ವಜನಿಕರ ಸುರಕ್ಷತೆಗೆ ಸಹಕಾರಿಯಾಗಲಿದೆ. ಶಾಸಕರಾದ ಪಿ.ಎಂ ನರೇಂದ್ರಸ್ವಾಮಿ ಅವರ ಪರಿಶ್ರಮದಿಂದಾಗಿ ಸುಗಮ ಸಂಚಾರಕ್ಕೆ ಸಂಚಾರ ದೀಪಗಳನ್ನು ಅಳವಡಿಸಲಾಗಿದೆ. ಜನಪ್ರತಿನಿಧಿಗಳ ಕಾರ್ಯದಕ್ಷತೆಗೆ ಹಿಡಿದ ಕೈಗನ್ನಡಿಯಾಗಿದೆ. ಸಿಸಿ ಕ್ಯಾಮರಾ ಅಳವಡಿಕೆಯಿಂದ ಅಪರಾಧ ಪ್ರಕರಣಗಳು ಕಡಿಮೆಯಾಗಲಿವೆ.	[896, 214, 1092, 400]
lic-photo	[894, 670, 1302, 792]
bottom-band-navy	[276, 1526, 606, 1538]
rti-kicker: ಪಟ್ಟಭದ್ರ ಹಿತಾಸಕ್ತಿಗಳ ವಿರುದ್ಧ ಸಚಿವ ಡಾ.ಎಚ್.ಸಿ.ಮಹದೇವಪ್ಪ ಕಿಡಿ	[774, 1051, 1165, 1072]
athletic-banner: 7TH INDIAN OPEN PARA ATHLETICS INTERNATIONAL CHAMPIONSHIP 2025	[366, 1391, 525, 1424]
savarkar-photo-caption: ವೀರ ಸಾವರ್ಕರ್ ಅವರಿಗೆ ಸ್ವಾತಂತ್ರ್ಯ ವೀರ ಭಾರತ ರತ್ನ ಪ್ರಶಸ್ತಿ ನೀಡಬೇಕೆಂದು ಅಭಿನವ್ ಭಾರತ್ ಪಾರ್ಟಿ ವತಿಯಿಂದ ಕೋಲಾರದಲ್ಲಿ ಜಿಲ್ಲಾಧಿಕಾರಿಗಳ ಮೂಲಕ ರಾಷ್ಟ್ರಪತಿಗಳಿಗೆ ಮನವಿ ಸಲ್ಲಿಸಿದರು.	[200, 1897, 420, 1955]
registration-marks-center-left	[456, 1990, 508, 2000]
